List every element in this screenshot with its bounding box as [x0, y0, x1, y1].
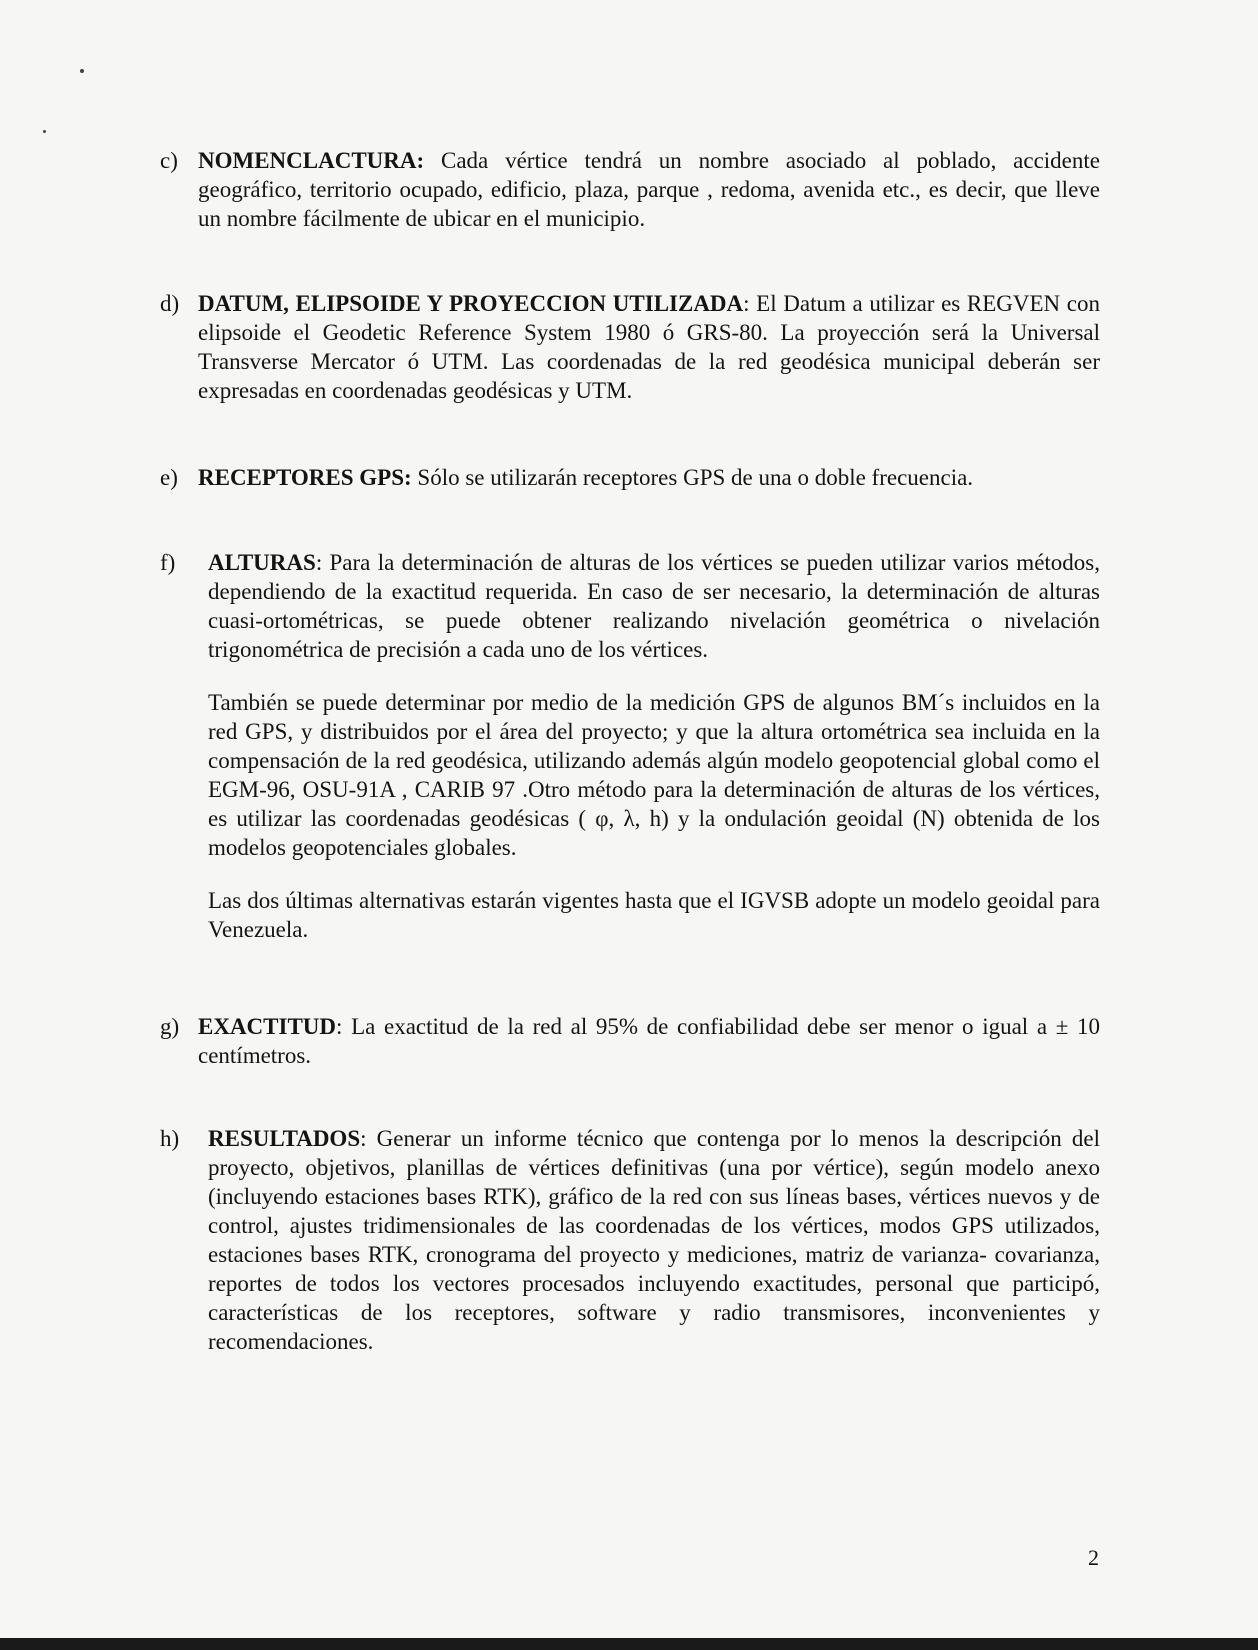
section-body — [198, 463, 1100, 492]
section-paragraph-2: También se puede determinar por medio de la medición GPS de algunos BM´s incluidos en la red GPS, y distribuidos por el área del proyecto; y que la altura ortométrica sea incluida en la compensación de la red geodésica, utilizando además algún modelo geopotencial global como el EGM-96, OSU-91A , CARIB 97 .Otro método para la determinación de alturas de los vértices, es utilizar las coordenadas geodésicas ( φ, λ, h) y la ondulación geoidal (N) obtenida de los modelos geopotenciales globales. — [208, 690, 1100, 860]
section-paragraph — [208, 1124, 1100, 1356]
section-body — [208, 1124, 1100, 1356]
section-paragraph — [198, 289, 1100, 405]
section-paragraph-3: Las dos últimas alternativas estarán vigentes hasta que el IGVSB adopte un modelo geoidal para Venezuela. — [208, 888, 1100, 942]
section-keyword: RECEPTORES GPS: — [198, 465, 412, 490]
section-keyword: NOMENCLACTURA: — [198, 148, 425, 173]
section-text: Sólo se utilizarán receptores GPS de una o doble frecuencia. — [411, 465, 974, 490]
section-keyword: RESULTADOS — [208, 1126, 361, 1151]
section-paragraph — [208, 548, 1100, 664]
section-body — [208, 548, 1100, 944]
section-paragraph — [198, 463, 1100, 492]
section-paragraph — [198, 146, 1100, 233]
section-text: : Generar un informe técnico que contenga por lo menos la descripción del proyecto, objetivos, planillas de vértices definitivas (una por vértice), según modelo anexo (incluyendo estaciones bases RTK), gráfico de la red con sus líneas bases, vértices nuevos y de control, ajustes tridimensionales de las coordenadas de los vértices, modos GPS utilizados, estaciones bases RTK, cronograma del proyecto y mediciones, matriz de varianza- covarianza, reportes de todos los vectores procesados incluyendo exactitudes, personal que participó, características de los receptores, software y radio transmisores, inconvenientes y recomendaciones. — [208, 1126, 1100, 1354]
section-keyword: ALTURAS — [208, 550, 316, 575]
section-marker: g) — [160, 1014, 180, 1039]
section-text: : Para la determinación de alturas de los vértices se pueden utilizar varios métodos, dependiendo de la exactitud requerida. En caso de ser necesario, la determinación de alturas cuasi-ortométricas, se puede obtener realizando nivelación geométrica o nivelación trigonométrica de precisión a cada uno de los vértices. — [208, 550, 1100, 662]
section-marker: h) — [160, 1126, 180, 1151]
section-body — [198, 289, 1100, 405]
section-paragraph — [198, 1012, 1100, 1070]
scan-edge-band — [0, 1638, 1258, 1650]
page-number: 2 — [1088, 1545, 1099, 1570]
section-marker: e) — [160, 465, 178, 490]
scan-speck — [80, 69, 84, 73]
section-keyword: DATUM, ELIPSOIDE Y PROYECCION UTILIZADA — [198, 291, 744, 316]
scan-speck — [43, 130, 46, 133]
section-body — [198, 1012, 1100, 1070]
section-text: Cada vértice tendrá un nombre asociado al poblado, accidente geográfico, territorio ocupado, edificio, plaza, parque , redoma, avenida etc., es decir, que lleve un nombre fácilmente de ubicar en el municipio. — [198, 148, 1100, 231]
section-text: : La exactitud de la red al 95% de confiabilidad debe ser menor o igual a ± 10 centímetros. — [198, 1014, 1100, 1068]
section-text: : El Datum a utilizar es REGVEN con elipsoide el Geodetic Reference System 1980 ó GRS-80. La proyección será la Universal Transverse Mercator ó UTM. Las coordenadas de la red geodésica municipal deberán ser expresadas en coordenadas geodésicas y UTM. — [198, 291, 1100, 403]
section-body — [198, 146, 1100, 233]
section-marker: c) — [160, 148, 178, 173]
section-marker: f) — [160, 550, 176, 575]
section-keyword: EXACTITUD — [198, 1014, 337, 1039]
section-marker: d) — [160, 291, 180, 316]
